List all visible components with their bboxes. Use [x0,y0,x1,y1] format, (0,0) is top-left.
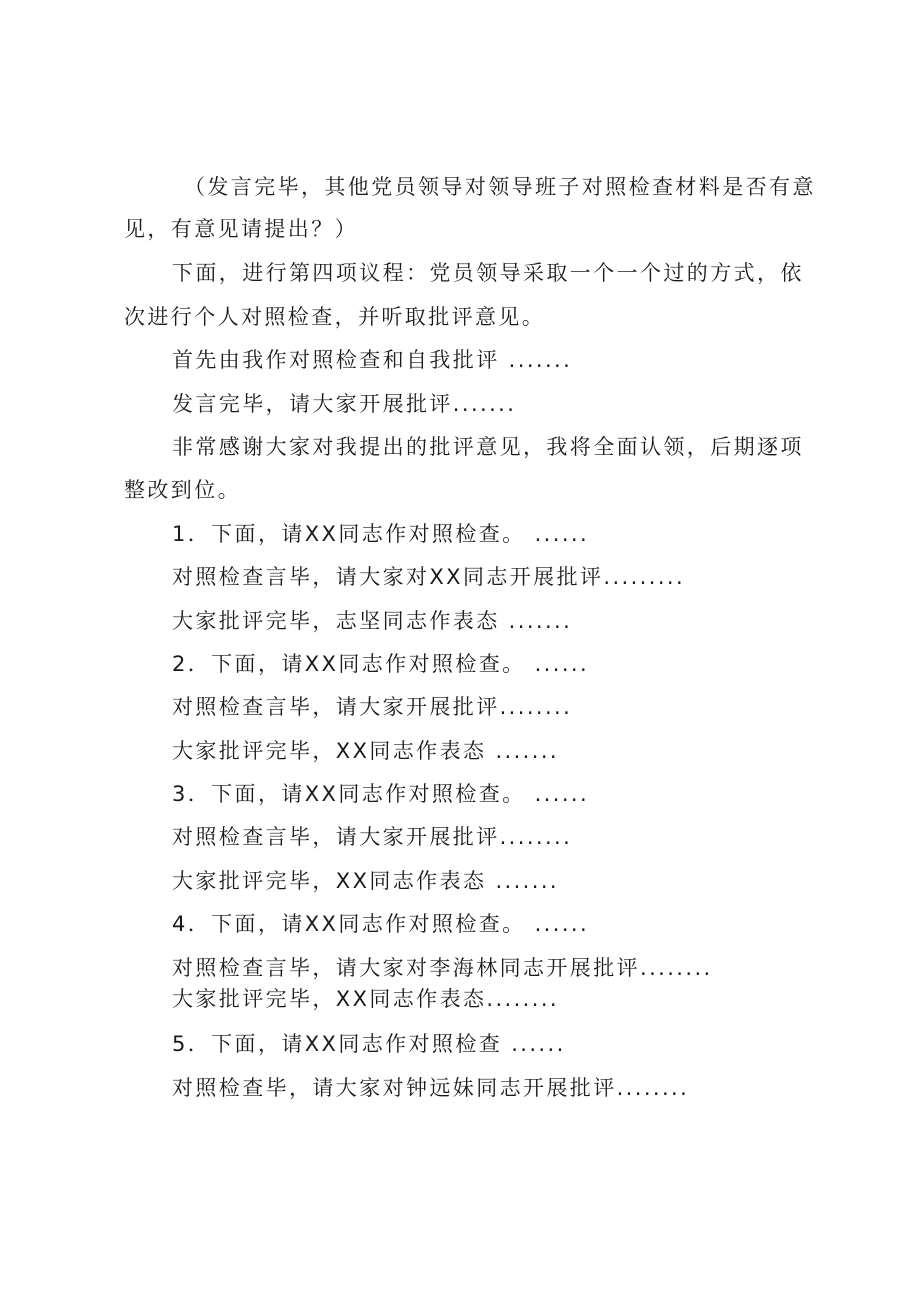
list-item-line: 2．下面，请XX同志作对照检查。 ...... [172,652,590,676]
paragraph-line: 对照检查言毕，请大家开展批评........ [172,825,573,849]
paragraph-line: （发言完毕，其他党员领导对领导班子对照检查材料是否有意 [184,175,816,199]
paragraph-line: 首先由我作对照检查和自我批评 ....... [172,348,573,372]
paragraph-line: 大家批评完毕，志坚同志作表态 ....... [172,609,573,633]
paragraph-line: 对照检查言毕，请大家对XX同志开展批评......... [172,565,686,589]
paragraph-line: 非常感谢大家对我提出的批评意见，我将全面认领，后期逐项 [172,435,804,459]
paragraph-line: 对照检查言毕，请大家开展批评........ [172,695,573,719]
paragraph-line: 发言完毕，请大家开展批评....... [172,392,517,416]
paragraph-line: 次进行个人对照检查，并听取批评意见。 [124,305,546,329]
paragraph-line: 下面，进行第四项议程：党员领导采取一个一个过的方式，依 [172,261,804,285]
list-item-line: 5．下面，请XX同志作对照检查 ...... [172,1032,566,1056]
paragraph-line: 见，有意见请提出？） [124,217,358,241]
list-item-line: 1．下面，请XX同志作对照检查。 ...... [172,522,590,546]
paragraph-line: 对照检查毕，请大家对钟远妹同志开展批评........ [172,1076,690,1100]
list-item-line: 4．下面，请XX同志作对照检查。 ...... [172,912,590,936]
paragraph-line: 大家批评完毕，XX同志作表态........ [172,987,559,1011]
paragraph-line: 大家批评完毕，XX同志作表态 ....... [172,739,559,763]
list-item-line: 3．下面，请XX同志作对照检查。 ...... [172,782,590,806]
paragraph-line: 对照检查言毕，请大家对李海林同志开展批评........ [172,956,713,980]
paragraph-line: 整改到位。 [124,478,241,502]
paragraph-line: 大家批评完毕，XX同志作表态 ....... [172,869,559,893]
